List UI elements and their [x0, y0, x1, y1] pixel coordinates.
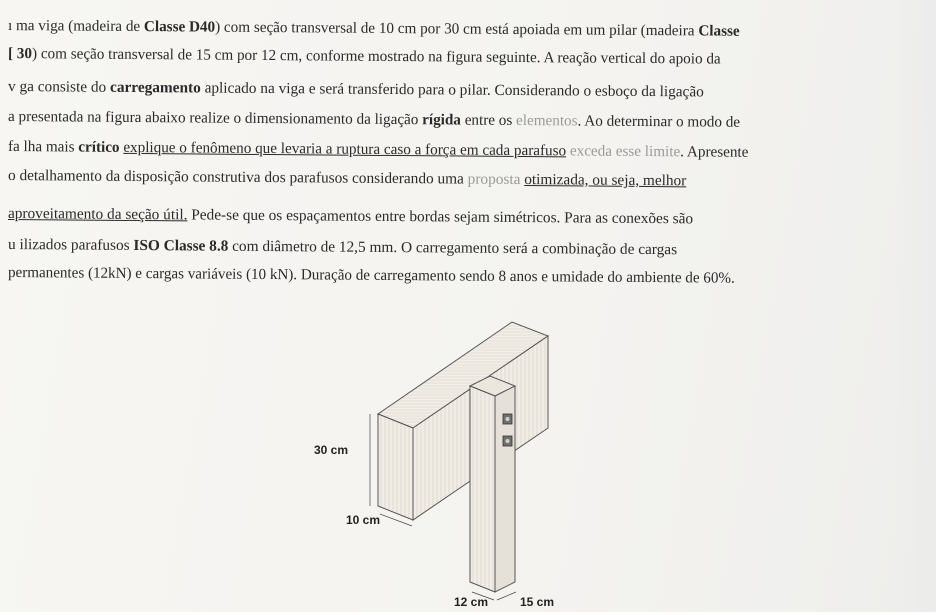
text-line-8 — [8, 236, 677, 259]
text-line-1 — [8, 17, 740, 41]
beam-pillar-figure — [300, 310, 630, 610]
text-line-2 — [8, 45, 721, 69]
text-faint: elementos — [516, 111, 578, 130]
text-segment: . Apresente — [680, 143, 749, 161]
text-bold: [ 30 — [7, 45, 33, 63]
text-bold: rígida — [422, 111, 462, 129]
text-segment: ı ma viga (madeira de — [7, 17, 145, 36]
text-underlined: otimizada, ou seja, melhor — [524, 171, 687, 190]
text-bold: crítico — [78, 138, 120, 156]
dim-label-beam-width: 10 cm — [346, 513, 381, 527]
text-line-9 — [8, 264, 735, 288]
pillar-front-face — [470, 386, 495, 592]
text-bold: Classe — [698, 22, 740, 40]
text-segment: u ilizados parafusos — [7, 236, 134, 254]
dim-line-pillar-width — [497, 592, 516, 600]
text-segment: com diâmetro de 12,5 mm. O carregamento será a combinação de cargas — [228, 237, 678, 259]
text-segment: . Ao determinar o modo de — [577, 112, 741, 131]
text-segment: ) com seção transversal de 10 cm por 30 cm está apoiada em um pilar (madeira — [215, 18, 699, 40]
text-segment: a presentada na figura abaixo realize o dimensionamento da ligação — [7, 108, 423, 129]
dim-label-beam-height: 30 cm — [314, 443, 349, 457]
text-segment: v ga consiste do — [7, 78, 111, 96]
bolt-head-icon — [506, 417, 510, 421]
text-bold: Classe D40 — [143, 18, 216, 36]
text-line-5 — [8, 138, 749, 162]
text-faint: exceda esse limite — [569, 142, 681, 161]
beam-pillar-drawing — [300, 310, 630, 610]
text-bold: carregamento — [110, 78, 201, 97]
text-line-7 — [8, 205, 693, 228]
text-line-3 — [8, 78, 704, 101]
text-line-4 — [8, 108, 740, 132]
text-segment: fa lha mais — [7, 138, 79, 156]
text-segment: ) com seção transversal de 15 cm por 12 cm, conforme mostrado na figura seguinte. A reação vertical do apoio da — [31, 45, 721, 68]
text-segment: entre os — [460, 111, 517, 129]
bolt-head-icon — [506, 439, 510, 443]
text-segment: o detalhamento da disposição construtiva dos parafusos considerando uma — [7, 167, 468, 188]
page-edge-shadow — [896, 0, 936, 612]
text-underlined: aproveitamento da seção útil. — [7, 205, 188, 224]
text-segment: permanentes (12kN) e cargas variáveis (10 kN). Duração de carregamento sendo 8 anos e umidade do ambiente de 60%. — [7, 264, 735, 287]
dim-label-pillar-width: 15 cm — [520, 595, 555, 609]
text-underlined: explique o fenômeno que levaria a ruptura caso a força em cada parafuso — [123, 138, 567, 160]
text-line-6 — [8, 167, 686, 190]
text-faint: proposta — [467, 170, 521, 189]
text-bold: ISO Classe 8.8 — [133, 236, 229, 255]
dim-label-pillar-depth: 12 cm — [454, 595, 489, 609]
text-segment: Pede-se que os espaçamentos entre bordas sejam simétricos. Para as conexões são — [187, 206, 694, 228]
beam-end-face — [378, 414, 413, 520]
text-segment: aplicado na viga e será transferido para o pilar. Considerando o esboço da ligação — [200, 79, 704, 101]
